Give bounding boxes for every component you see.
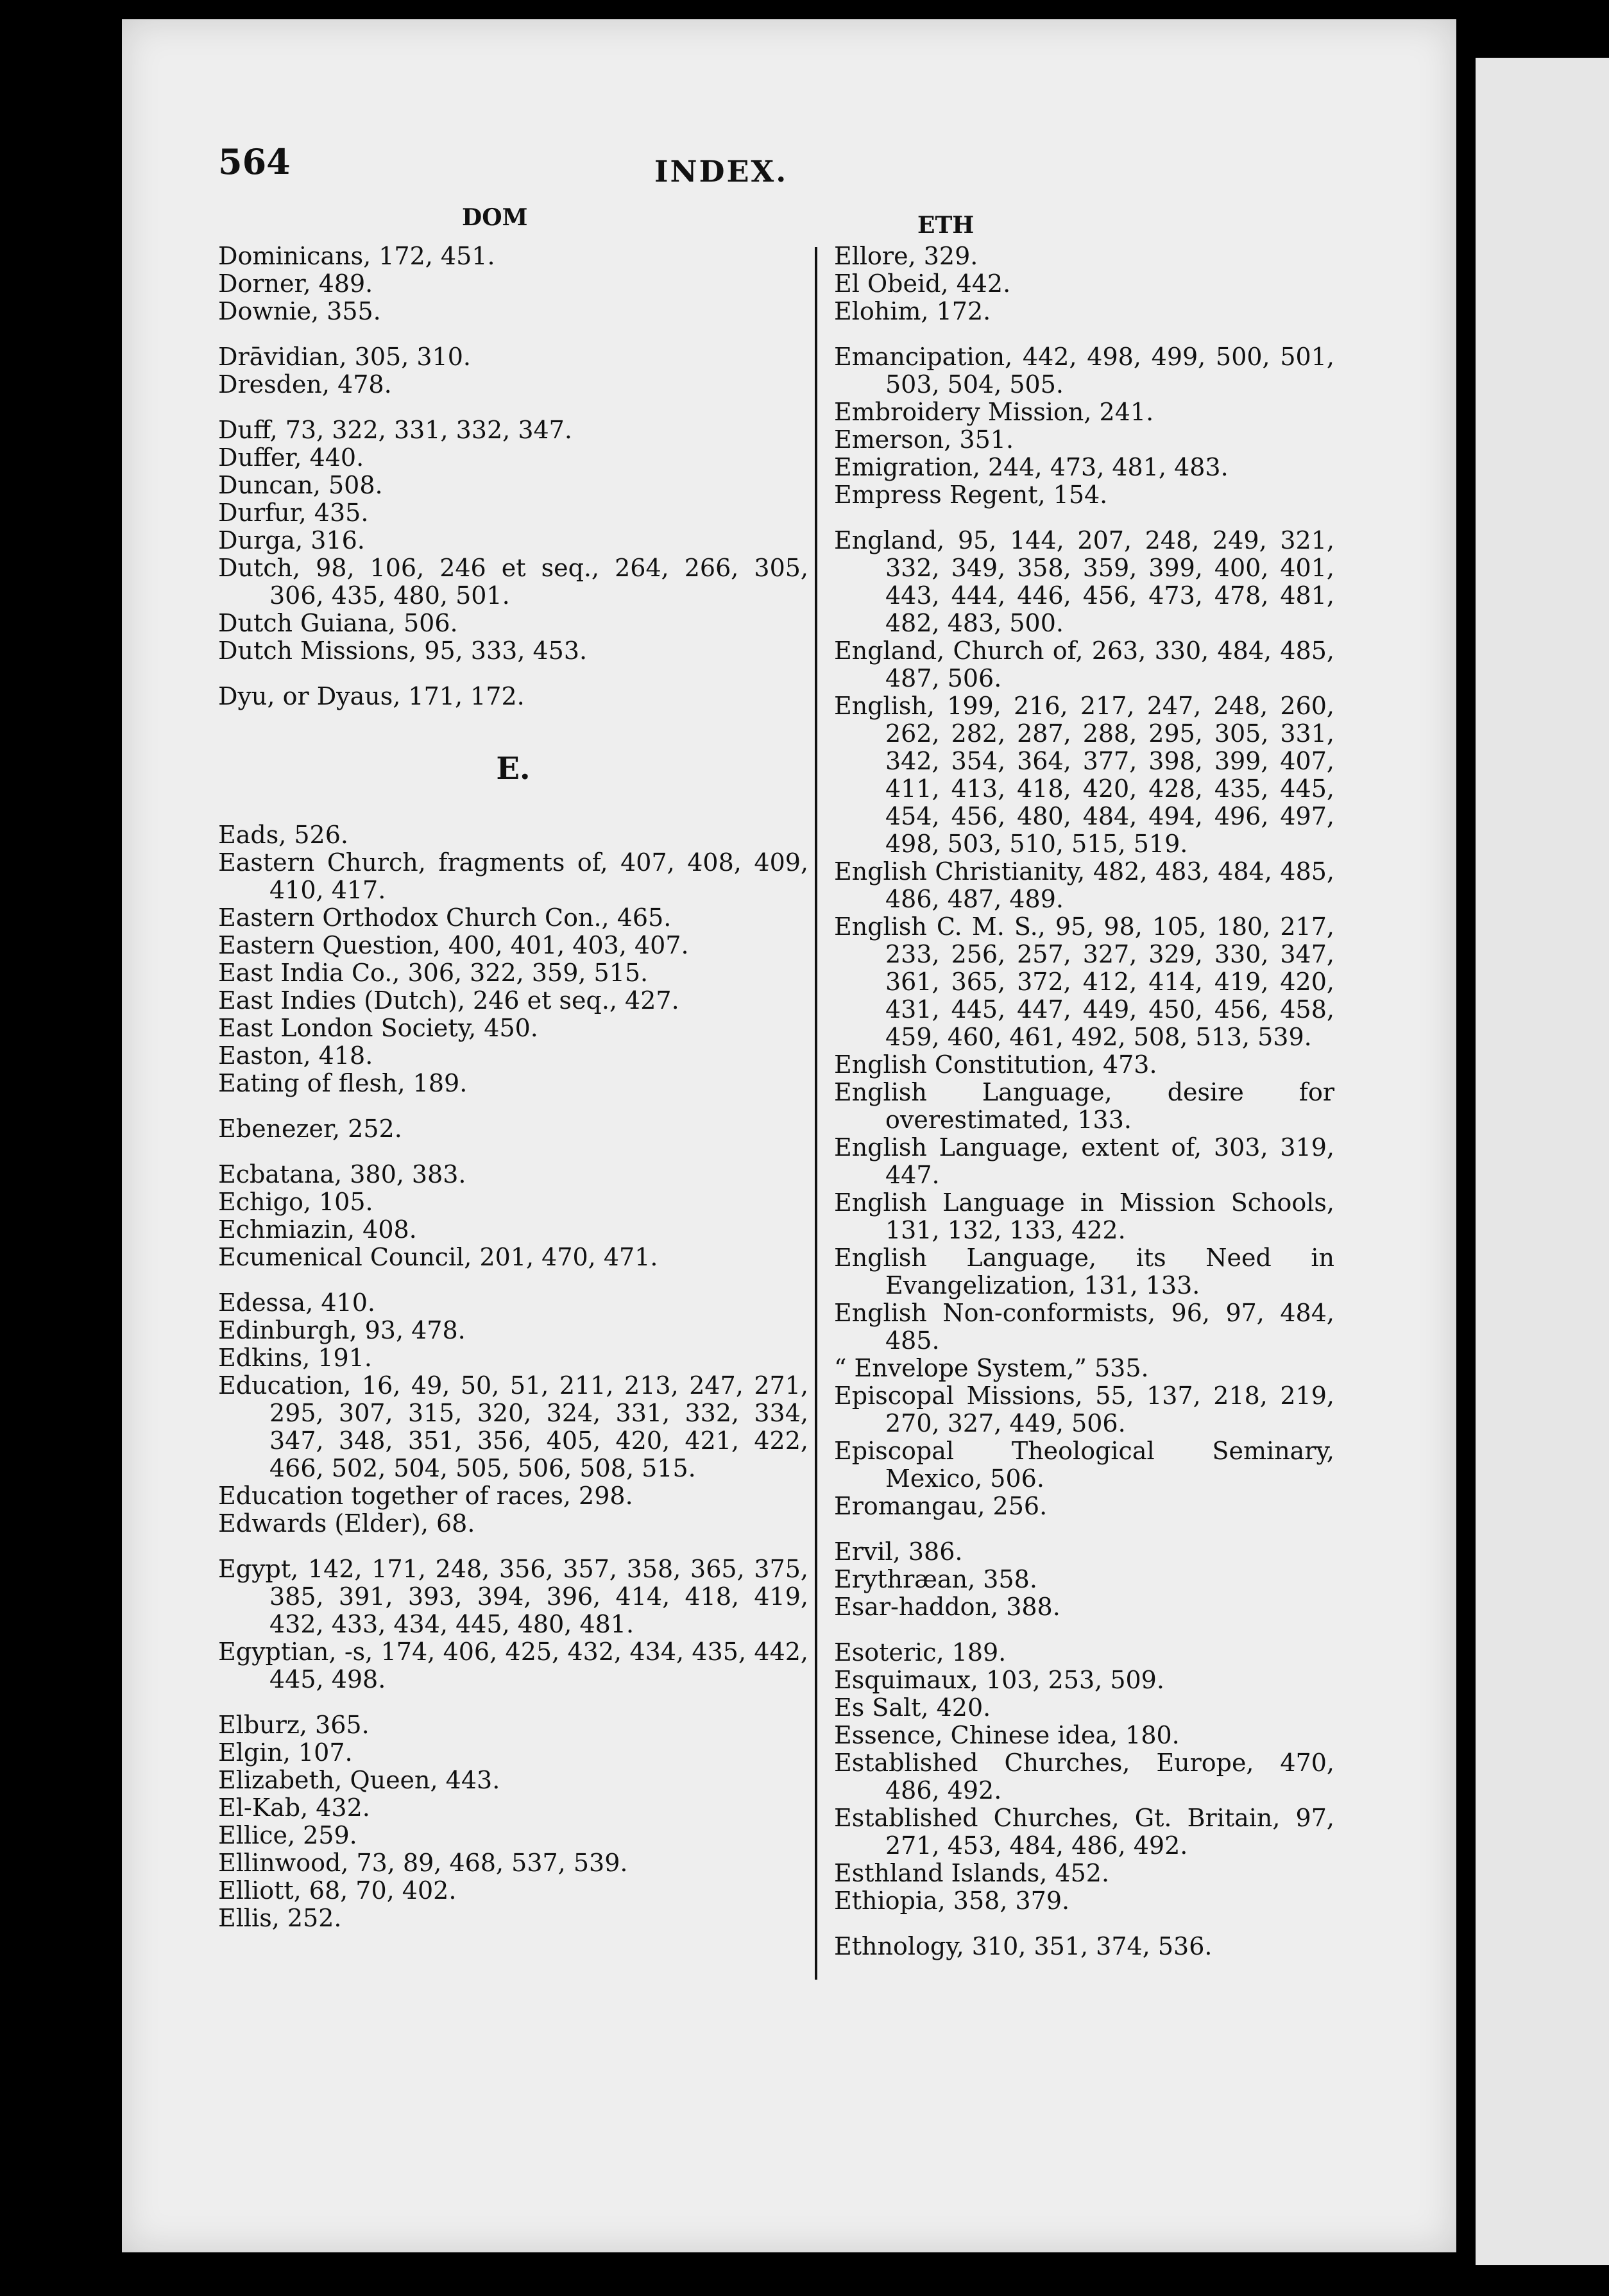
index-entry: Essence, Chinese idea, 180. <box>834 1721 1180 1749</box>
index-entry: Embroidery Mission, 241. <box>834 398 1154 426</box>
index-entry: Duncan, 508. <box>218 471 383 499</box>
index-entry: England, Church of, 263, 330, 484, 485, 487, 506. <box>834 637 1334 692</box>
index-entry: English Constitution, 473. <box>834 1050 1157 1079</box>
index-entry: Elliott, 68, 70, 402. <box>218 1876 457 1905</box>
index-entry: English Language in Mission Schools, 131, 132, 133, 422. <box>834 1188 1334 1244</box>
index-entry: Elohim, 172. <box>834 297 991 325</box>
index-entry: Erythræan, 358. <box>834 1565 1037 1593</box>
index-column-left <box>218 243 808 1932</box>
index-entry: Durga, 316. <box>218 526 365 554</box>
index-entry: Dutch Missions, 95, 333, 453. <box>218 637 588 665</box>
index-entry: Eating of flesh, 189. <box>218 1069 468 1097</box>
index-entry: East Indies (Dutch), 246 et seq., 427. <box>218 986 679 1015</box>
index-entry: Elgin, 107. <box>218 1738 353 1767</box>
index-entry: Eromangau, 256. <box>834 1492 1048 1520</box>
index-entry: Echmiazin, 408. <box>218 1215 417 1244</box>
running-head-left: DOM <box>462 204 528 231</box>
index-entry: Dutch, 98, 106, 246 et seq., 264, 266, 305, 306, 435, 480, 501. <box>218 554 808 610</box>
facing-page-edge <box>1476 58 1609 2265</box>
index-entry: English Christianity, 482, 483, 484, 485, 486, 487, 489. <box>834 857 1334 913</box>
left-entries-bottom <box>218 821 808 1932</box>
index-entry: Emancipation, 442, 498, 499, 500, 501, 503, 504, 505. <box>834 343 1334 398</box>
index-entry: Esar-haddon, 388. <box>834 1593 1060 1621</box>
index-entry: Ecumenical Council, 201, 470, 471. <box>218 1243 658 1271</box>
index-entry: Emerson, 351. <box>834 425 1014 454</box>
index-entry: Eastern Orthodox Church Con., 465. <box>218 904 672 932</box>
index-entry: Echigo, 105. <box>218 1188 373 1216</box>
index-entry: Ethiopia, 358, 379. <box>834 1887 1070 1915</box>
index-entry: Emigration, 244, 473, 481, 483. <box>834 453 1229 481</box>
left-entries-top <box>218 243 808 710</box>
index-entry: English, 199, 216, 217, 247, 248, 260, 262, 282, 287, 288, 295, 305, 331, 342, 354, 364, 377, 398, 399, 407, 411, 413, 418, 420, 428, 435, 445, 454, 456, 480, 484, 494, 496, 497, 498, 503, 510, 515, 519. <box>834 692 1334 858</box>
index-entry: Dorner, 489. <box>218 270 373 298</box>
index-entry: Eastern Church, fragments of, 407, 408, 409, 410, 417. <box>218 848 808 904</box>
index-entry: Dyu, or Dyaus, 171, 172. <box>218 682 525 710</box>
index-entry: Education together of races, 298. <box>218 1482 633 1510</box>
index-entry: Duff, 73, 322, 331, 332, 347. <box>218 416 572 444</box>
index-entry: El Obeid, 442. <box>834 270 1011 298</box>
index-entry: Elburz, 365. <box>218 1711 370 1739</box>
index-entry: Downie, 355. <box>218 297 381 325</box>
index-entry: East India Co., 306, 322, 359, 515. <box>218 959 649 987</box>
index-entry: English Non-conformists, 96, 97, 484, 485. <box>834 1299 1334 1355</box>
index-entry: Episcopal Missions, 55, 137, 218, 219, 270, 327, 449, 506. <box>834 1382 1334 1437</box>
index-entry: English Language, extent of, 303, 319, 447. <box>834 1133 1334 1189</box>
index-entry: Episcopal Theological Seminary, Mexico, 506. <box>834 1437 1334 1493</box>
index-entry: English C. M. S., 95, 98, 105, 180, 217, 233, 256, 257, 327, 329, 330, 347, 361, 365, 372, 412, 414, 419, 420, 431, 445, 447, 449, 450, 456, 458, 459, 460, 461, 492, 508, 513, 539. <box>834 912 1334 1051</box>
index-entry: English Language, desire for overestimated, 133. <box>834 1078 1334 1134</box>
index-entry: Ellore, 329. <box>834 242 978 270</box>
index-entry: Ellinwood, 73, 89, 468, 537, 539. <box>218 1849 628 1877</box>
index-entry: Edwards (Elder), 68. <box>218 1509 475 1538</box>
index-entry: Ellice, 259. <box>218 1821 357 1849</box>
index-entry: East London Society, 450. <box>218 1014 538 1042</box>
index-entry: Ellis, 252. <box>218 1904 342 1932</box>
index-entry: Education, 16, 49, 50, 51, 211, 213, 247, 271, 295, 307, 315, 320, 324, 331, 332, 334, 347, 348, 351, 356, 405, 420, 421, 422, 466, 502, 504, 505, 506, 508, 515. <box>218 1371 808 1482</box>
index-entry: Ethnology, 310, 351, 374, 536. <box>834 1932 1213 1960</box>
index-entry: Egypt, 142, 171, 248, 356, 357, 358, 365, 375, 385, 391, 393, 394, 396, 414, 418, 419, 432, 433, 434, 445, 480, 481. <box>218 1555 808 1638</box>
index-entry: Esthland Islands, 452. <box>834 1859 1110 1887</box>
index-entry: Duffer, 440. <box>218 443 364 472</box>
index-entry: Dutch Guiana, 506. <box>218 609 458 637</box>
page-number: 564 <box>218 141 291 182</box>
index-entry: Edkins, 191. <box>218 1344 372 1372</box>
index-entry: Ervil, 386. <box>834 1538 963 1566</box>
index-entry: Drāvidian, 305, 310. <box>218 343 471 371</box>
index-entry: Easton, 418. <box>218 1041 373 1070</box>
index-entry: Esquimaux, 103, 253, 509. <box>834 1666 1164 1694</box>
index-entry: English Language, its Need in Evangelization, 131, 133. <box>834 1244 1334 1299</box>
index-entry: Established Churches, Gt. Britain, 97, 271, 453, 484, 486, 492. <box>834 1804 1334 1860</box>
index-entry: Empress Regent, 154. <box>834 481 1108 509</box>
index-entry: Edinburgh, 93, 478. <box>218 1316 466 1344</box>
page-title: INDEX. <box>654 154 788 189</box>
index-entry: Es Salt, 420. <box>834 1693 991 1722</box>
index-entry: Established Churches, Europe, 470, 486, 492. <box>834 1749 1334 1804</box>
index-entry: “ Envelope System,” 535. <box>834 1354 1149 1382</box>
index-entry: Eastern Question, 400, 401, 403, 407. <box>218 931 689 959</box>
index-entry: Esoteric, 189. <box>834 1638 1007 1666</box>
column-rule <box>815 247 817 1980</box>
running-head-right: ETH <box>917 212 975 239</box>
index-entry: El-Kab, 432. <box>218 1794 370 1822</box>
index-column-right <box>834 243 1334 1960</box>
index-entry: Eads, 526. <box>218 821 348 849</box>
index-entry: Dominicans, 172, 451. <box>218 242 495 270</box>
index-entry: Egyptian, -s, 174, 406, 425, 432, 434, 435, 442, 445, 498. <box>218 1638 808 1693</box>
index-entry: Edessa, 410. <box>218 1289 375 1317</box>
index-entry: Ecbatana, 380, 383. <box>218 1160 466 1188</box>
index-entry: Elizabeth, Queen, 443. <box>218 1766 500 1794</box>
index-entry: Ebenezer, 252. <box>218 1115 402 1143</box>
index-entry: Durfur, 435. <box>218 499 369 527</box>
index-entry: Dresden, 478. <box>218 370 392 398</box>
index-entry: England, 95, 144, 207, 248, 249, 321, 332, 349, 358, 359, 399, 400, 401, 443, 444, 446, 456, 473, 478, 481, 482, 483, 500. <box>834 526 1334 637</box>
section-letter: E. <box>496 751 531 787</box>
